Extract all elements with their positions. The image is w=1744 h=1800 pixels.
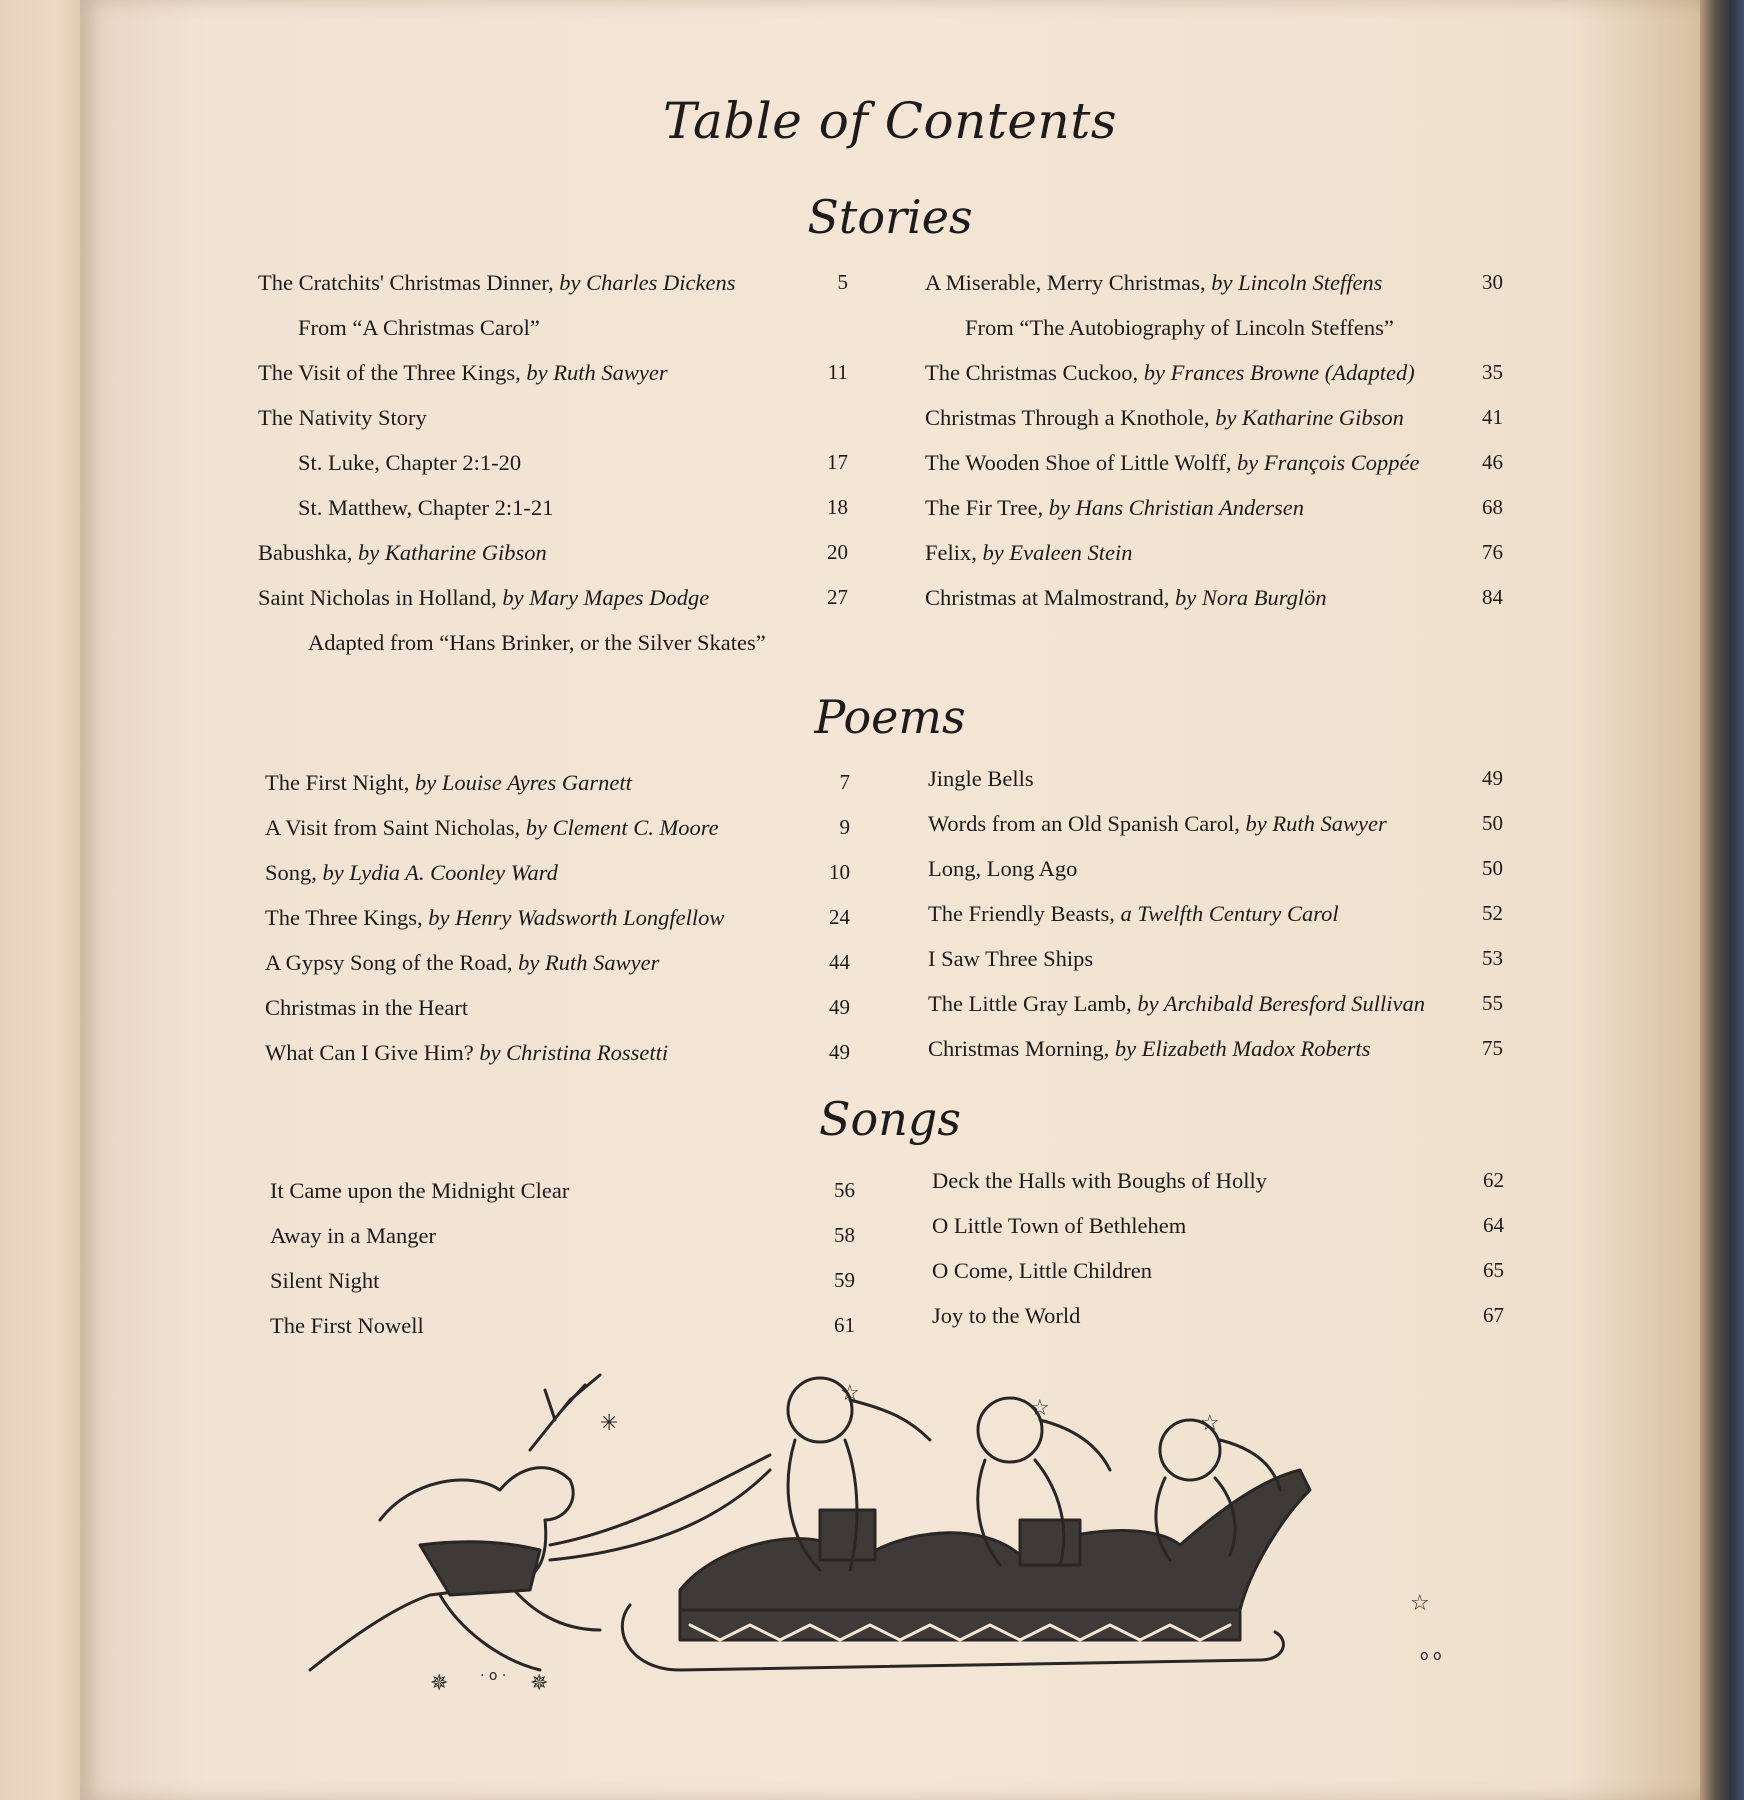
list-item: O Come, Little Children 65 <box>932 1258 1504 1283</box>
present-icon <box>820 1510 875 1560</box>
list-item: St. Luke, Chapter 2:1-20 17 <box>298 450 848 475</box>
list-item: Christmas Morning, by Elizabeth Madox Roberts 75 <box>928 1036 1503 1061</box>
section-title-songs: Songs <box>819 1092 961 1146</box>
list-item: Joy to the World 67 <box>932 1303 1504 1328</box>
dot-icon: o o <box>1420 1648 1442 1664</box>
list-item: Felix, by Evaleen Stein 76 <box>925 540 1503 565</box>
list-item: St. Matthew, Chapter 2:1-21 18 <box>298 495 848 520</box>
list-item: From “The Autobiography of Lincoln Steffens” <box>965 315 1394 340</box>
list-item: From “A Christmas Carol” <box>298 315 540 340</box>
list-item: Jingle Bells 49 <box>928 766 1503 791</box>
list-item: The First Night, by Louise Ayres Garnett 7 <box>265 770 850 795</box>
antler-icon <box>530 1375 600 1450</box>
reindeer-sleigh-illustration <box>300 1370 1490 1710</box>
list-item: Babushka, by Katharine Gibson 20 <box>258 540 848 565</box>
list-item: The Fir Tree, by Hans Christian Andersen 68 <box>925 495 1503 520</box>
list-item: The Three Kings, by Henry Wadsworth Longfellow 24 <box>265 905 850 930</box>
list-item: The Wooden Shoe of Little Wolff, by François Coppée 46 <box>925 450 1503 475</box>
list-item: It Came upon the Midnight Clear 56 <box>270 1178 855 1203</box>
star-icon: ☆ <box>1200 1411 1220 1436</box>
list-item: Long, Long Ago 50 <box>928 856 1503 881</box>
stories-left-column <box>258 260 848 665</box>
list-item: Deck the Halls with Boughs of Holly 62 <box>932 1168 1504 1193</box>
reindeer-blanket-icon <box>420 1542 540 1595</box>
list-item: Christmas at Malmostrand, by Nora Burglön 84 <box>925 585 1503 610</box>
list-item: A Visit from Saint Nicholas, by Clement C. Moore 9 <box>265 815 850 840</box>
star-icon: ☆ <box>1030 1396 1050 1421</box>
star-icon: ✵ <box>530 1671 549 1696</box>
stories-right-column <box>925 260 1503 620</box>
list-item: The Little Gray Lamb, by Archibald Beresford Sullivan 55 <box>928 991 1503 1016</box>
list-item: I Saw Three Ships 53 <box>928 946 1503 971</box>
list-item: O Little Town of Bethlehem 64 <box>932 1213 1504 1238</box>
section-title-stories: Stories <box>807 190 973 244</box>
list-item: The Nativity Story <box>258 405 427 430</box>
list-item: The Christmas Cuckoo, by Frances Browne (Adapted) 35 <box>925 360 1503 385</box>
dot-icon: · o · <box>480 1668 507 1684</box>
present-icon <box>1020 1520 1080 1565</box>
poems-right-column <box>928 756 1503 1071</box>
section-title-poems: Poems <box>814 690 966 744</box>
list-item: Adapted from “Hans Brinker, or the Silver Skates” <box>308 630 766 655</box>
songs-right-column <box>932 1158 1504 1338</box>
sleigh-icon <box>680 1470 1310 1610</box>
list-item: The Friendly Beasts, a Twelfth Century Carol 52 <box>928 901 1503 926</box>
list-item: What Can I Give Him? by Christina Rossetti 49 <box>265 1040 850 1065</box>
list-item: Silent Night 59 <box>270 1268 855 1293</box>
star-icon: ✵ <box>430 1671 449 1696</box>
list-item: A Miserable, Merry Christmas, by Lincoln Steffens 30 <box>925 270 1503 295</box>
star-icon: ☆ <box>840 1381 860 1406</box>
page-title: Table of Contents <box>663 92 1117 150</box>
list-item: Christmas Through a Knothole, by Katharine Gibson 41 <box>925 405 1503 430</box>
list-item: Away in a Manger 58 <box>270 1223 855 1248</box>
list-item: Song, by Lydia A. Coonley Ward 10 <box>265 860 850 885</box>
songs-left-column <box>270 1168 855 1348</box>
poems-left-column <box>265 760 850 1075</box>
list-item: The First Nowell 61 <box>270 1313 855 1338</box>
list-item: Christmas in the Heart 49 <box>265 995 850 1020</box>
list-item: The Visit of the Three Kings, by Ruth Sawyer 11 <box>258 360 848 385</box>
list-item: A Gypsy Song of the Road, by Ruth Sawyer 44 <box>265 950 850 975</box>
list-item: The Cratchits' Christmas Dinner, by Charles Dickens 5 <box>258 270 848 295</box>
star-icon: ✳ <box>600 1411 619 1436</box>
list-item: Words from an Old Spanish Carol, by Ruth Sawyer 50 <box>928 811 1503 836</box>
star-icon: ☆ <box>1410 1591 1430 1616</box>
list-item: Saint Nicholas in Holland, by Mary Mapes Dodge 27 <box>258 585 848 610</box>
